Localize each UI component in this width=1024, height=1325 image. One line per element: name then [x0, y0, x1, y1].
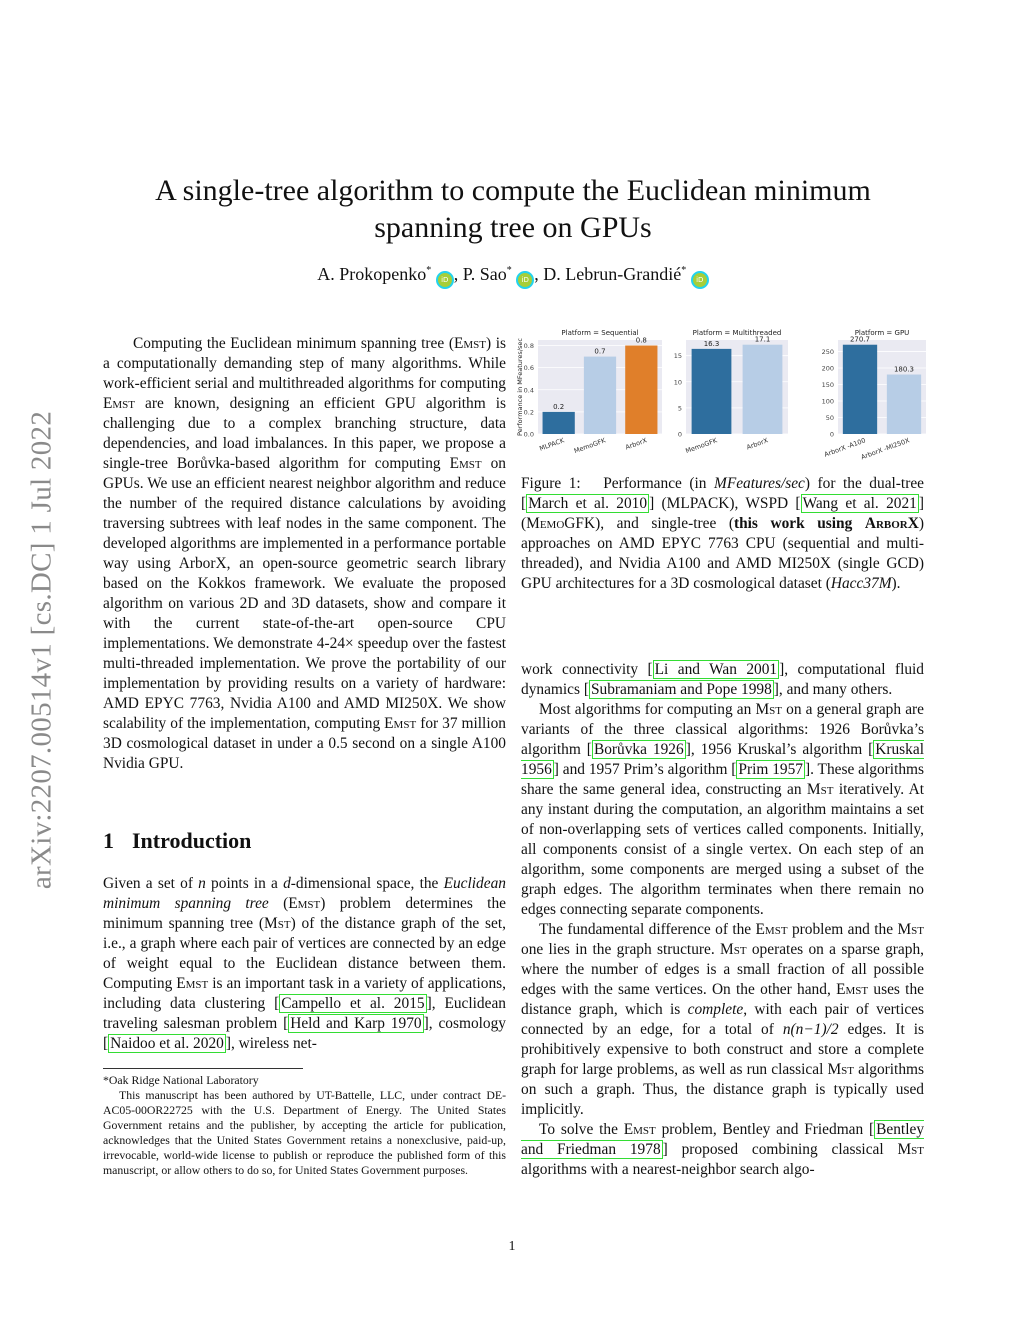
citation-link[interactable]: Campello et al. 2015 [281, 995, 425, 1012]
citation-link[interactable]: Naidoo et al. 2020 [110, 1035, 224, 1052]
x-tick-label: ArborX -A100 [823, 436, 867, 459]
x-tick-label: MemoGFK [684, 436, 719, 456]
bar [625, 346, 657, 434]
citation-link[interactable]: Bentley and Friedman 1978 [521, 1121, 925, 1158]
bar [543, 412, 575, 434]
author-name: P. Sao [462, 264, 507, 284]
citation-link[interactable]: Borůvka 1926 [593, 741, 684, 758]
y-tick-label: 0 [829, 430, 834, 439]
y-axis-label: Performance in MFeatures/sec [516, 338, 524, 436]
data-label: 270.7 [849, 335, 871, 344]
abstract: Computing the Euclidean minimum spanning tree (Emst) is a computationally demanding step of many algorithms. While work-efficient serial and multithreaded algorithms for computing Emst are known, designing an efficient GPU algorithm is challenging due to a complex branching structure, data dependencies, and load imbalances. In this paper, we propose a single-tree Borůvka-based algorithm for computing Emst on GPUs. We use an efficient nearest neighbor algorithm and reduce the number of the required distance calculations by avoiding traversing subtrees with leaf nodes in the same component. The developed algorithms are implemented in a performance portable way using ArborX, an open-source geometric search library based on the Kokkos framework. We evaluate the proposed algorithm on various 2D and 3D datasets, show and compare it with the current state-of-the-art open-source CPU implementations. We demonstrate 4-24× speedup over the fastest multi-threaded implementation. We prove the portability of our implementation by providing results on a variety of hardware: AMD EPYC 7763, Nvidia A100 and AMD MI250X. We show scalability of the implementation, computing Emst for 37 million 3D cosmological dataset in under a 0.5 second on a single A100 Nvidia GPU. [103, 335, 506, 772]
author-list: A. Prokopenko* iD , P. Sao* iD , D. Lebrun-Grandié* iD [100, 264, 926, 289]
orcid-icon[interactable]: iD [516, 271, 534, 289]
citation-link[interactable]: March et al. 2010 [528, 495, 648, 512]
section-number: 1 [103, 828, 114, 853]
y-tick-label: 100 [821, 397, 834, 406]
data-label: 0.7 [594, 347, 606, 356]
x-tick-label: ArborX [624, 436, 649, 452]
figure-1-chart [516, 324, 928, 464]
y-tick-label: 15 [673, 352, 682, 361]
paper-title: A single-tree algorithm to compute the Euclidean minimum spanning tree on GPUs [155, 174, 871, 244]
figure-label: Figure 1: [521, 475, 581, 492]
y-tick-label: 0.0 [523, 430, 534, 439]
data-label: 180.3 [893, 365, 915, 374]
bar [584, 357, 616, 434]
x-tick-label: MLPACK [538, 436, 566, 453]
x-tick-label: MemoGFK [572, 436, 607, 456]
y-tick-label: 150 [821, 381, 834, 390]
author-name: D. Lebrun-Grandié [543, 264, 682, 284]
data-label: 0.8 [635, 336, 647, 345]
page-number: 1 [508, 1239, 516, 1254]
footnote-rule [103, 1068, 303, 1069]
figure-caption: Figure 1: Performance (in MFeatures/sec) for the dual-tree [ March et al. 2010 ] (MLPACK), WSPD [ Wang et al. 2021 ] (MemoGFK), and single-tree (this work using ArborX) approaches on AMD EPYC 7763 CPU (sequential and multi-threaded), and Nvidia A100 and AMD MI250X (single GCD) GPU architectures for a 3D cosmological dataset (Hacc37M). [521, 475, 924, 592]
x-tick-label: ArborX [745, 436, 770, 452]
data-label: 0.2 [553, 402, 565, 411]
bar [843, 345, 877, 434]
section-title: Introduction [132, 828, 252, 853]
panel-title: Platform = GPU [854, 329, 910, 337]
y-tick-label: 0 [677, 430, 682, 439]
citation-link[interactable]: Subramaniam and Pope 1998 [590, 681, 772, 698]
y-tick-label: 0.4 [523, 386, 534, 395]
bar [743, 345, 783, 434]
panel-title: Platform = Multithreaded [692, 329, 782, 337]
orcid-icon[interactable]: iD [436, 271, 454, 289]
y-tick-label: 0.6 [523, 364, 534, 373]
intro-paragraph: Given a set of n points in a d-dimensional space, the Euclidean minimum spanning tree (Emst) problem determines the minimum spanning tree (Mst) of the distance graph of the set, i.e., a graph where each pair of vertices are connected by an edge of weight equal to the Euclidean distance between them. Computing Emst is an important task in a variety of applications, including data clustering [ Campello et al. 2015 ], Euclidean traveling salesman problem [ Held and Karp 1970 ], cosmology [ Naidoo et al. 2020 ], wireless net- [103, 875, 507, 1052]
x-tick-label: ArborX -MI250X [859, 436, 911, 462]
y-tick-label: 10 [673, 378, 682, 387]
bar [887, 375, 921, 434]
arxiv-identifier: arXiv:2207.00514v1 [cs.DC] 1 Jul 2022 [25, 410, 58, 890]
citation-link[interactable]: Li and Wan 2001 [654, 661, 778, 678]
orcid-icon[interactable]: iD [691, 271, 709, 289]
copyright-notice: This manuscript has been authored by UT-Battelle, LLC, under contract DE-AC05-00OR22725 with the U.S. Department of Energy. The United States Government retains and the publisher, by accepting the article for publication, acknowledges that the United States Government retains a nonexclusive, paid-up, irrevocable, world-wide license to publish or reproduce the published form of this manuscript, or allow others to do so, for United States Government purposes. [103, 1088, 506, 1177]
section-heading [103, 828, 251, 854]
y-tick-label: 0.2 [523, 408, 534, 417]
y-tick-label: 250 [821, 348, 834, 357]
y-tick-label: 50 [825, 414, 834, 423]
citation-link[interactable]: Kruskal 1956 [521, 741, 924, 778]
y-tick-label: 0.8 [523, 342, 534, 351]
bar [692, 349, 732, 434]
footnote [103, 1073, 506, 1178]
panel-title: Platform = Sequential [561, 329, 639, 337]
data-label: 16.3 [703, 339, 720, 348]
affiliation-note: *Oak Ridge National Laboratory [103, 1073, 259, 1087]
y-tick-label: 200 [821, 364, 834, 373]
citation-link[interactable]: Wang et al. 2021 [802, 495, 917, 512]
y-tick-label: 5 [677, 404, 682, 413]
citation-link[interactable]: Prim 1957 [738, 761, 803, 778]
data-label: 17.1 [754, 335, 771, 344]
author-name: A. Prokopenko [317, 264, 427, 284]
right-column-body: work connectivity [ Li and Wan 2001 ], computational fluid dynamics [ Subramaniam and Pope 1998 ], and many others. Most algorithms for computing an Mst on a general graph are variants of the three classical algorithms: 1926 Borůvka’s algorithm [ Borůvka 1926 ], 1956 Kruskal’s algorithm [ Kruskal 1956 ] and 1957 Prim’s algorithm [ Prim 1957 ]. These algorithms share the same general idea, constructing an Mst iteratively. At any instant during the computation, an algorithm maintains a set of non-overlapping sets of vertices called components. Initially, all components consist of a single vertex. On each step of an algorithm, some components are merged using a subset of the graph edges. The algorithm terminates when there remain no edges connecting separate components. The fundamental difference of the Emst problem and the Mst one lies in the graph structure. Mst operates on a sparse graph, where the number of edges is a small fraction of all possible edges with the same vertices. On the other hand, Emst uses the distance graph, which is complete, with each pair of vertices connected by an edge, for a total of n(n−1)/2 edges. It is prohibitively expensive to both construct and store a complete graph for large problems, as well as run classical Mst algorithms on such a graph. Thus, the distance graph is typically used implicitly. To solve the Emst problem, Bentley and Friedman [ Bentley and Friedman 1978 ] proposed combining classical Mst algorithms with a nearest-neighbor search algo- [521, 661, 925, 1178]
citation-link[interactable]: Held and Karp 1970 [290, 1015, 422, 1032]
arxiv-stamp [12, 370, 72, 930]
